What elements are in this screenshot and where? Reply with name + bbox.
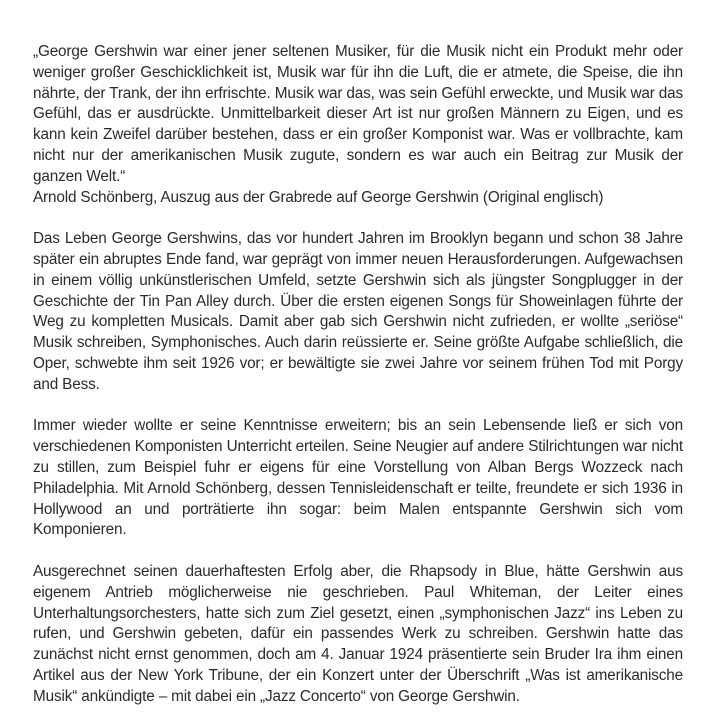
paragraph-learning: Immer wieder wollte er seine Kenntnisse erweitern; bis an sein Lebensende ließ er sich von verschiedenen Komponisten Unterricht erteilen. Seine Neugier auf andere Stilrichtungen war nicht zu stillen, zum Beispiel fuhr er eigens für eine Vorstellung von Alban Bergs Wozzeck nach Philadelphia. Mit Arnold Schönberg, dessen Tennisleidenschaft er teilte, freundete er sich 1936 in Hollywood an und porträtierte ihn sogar: beim Malen entspannte Gershwin sich vom Komponieren.	[33, 417, 683, 539]
quote-attribution: Arnold Schönberg, Auszug aus der Grabrede auf George Gershwin (Original englisch)	[33, 188, 604, 206]
quote-text: „George Gershwin war einer jener seltenen Musiker, für die Musik nicht ein Produkt mehr oder weniger großer Geschicklichkeit ist, Musik war für ihn die Luft, die er atmete, die Speise, die ihn nährte, der Trank, der ihn erfrischte. Musik war das, was sein Gefühl erweckte, und Musik war das Gefühl, das er ausdrückte. Unmittelbarkeit dieser Art ist nur großen Männern zu Eigen, und es kann kein Zweifel darüber bestehen, dass er ein großer Komponist war. Was er vollbrachte, kam nicht nur der amerikanischen Musik zugute, sondern es war auch ein Beitrag zur Musik der ganzen Welt.“	[33, 43, 683, 185]
document-page	[33, 42, 683, 708]
paragraph-gap	[33, 208, 683, 229]
paragraph-rhapsody: Ausgerechnet seinen dauerhaftesten Erfolg aber, die Rhapsody in Blue, hätte Gershwin aus eigenem Antrieb möglicherweise nie geschrieben. Paul Whiteman, der Leiter eines Unterhaltungsorchesters, hatte sich zum Ziel gesetzt, einen „symphonischen Jazz“ ins Leben zu rufen, und Gershwin gebeten, dafür ein passendes Werk zu schreiben. Gershwin hatte das zunächst nicht ernst genommen, doch am 4. Januar 1924 präsentierte sein Bruder Ira ihm einen Artikel aus der New York Tribune, der ein Konzert unter der Überschrift „Was ist amerikanische Musik“ ankündigte – mit dabei ein „Jazz Concerto“ von George Gershwin.	[33, 562, 683, 705]
paragraph-life: Das Leben George Gershwins, das vor hundert Jahren im Brooklyn begann und schon 38 Jahre später ein abruptes Ende fand, war geprägt von immer neuen Herausforderungen. Aufgewachsen in einem völlig unkünstlerischen Umfeld, setzte Gershwin sich als jüngster Songplugger in der Geschichte der Tin Pan Alley durch. Über die ersten eigenen Songs für Showeinlagen führte der Weg zu kompletten Musicals. Damit aber gab sich Gershwin nicht zufrieden, er wollte „seriöse“ Musik schreiben, Symphonisches. Auch darin reüssierte er. Seine größte Aufgabe schließlich, die Oper, schwebte ihm seit 1926 vor; er bewältigte sie zwei Jahre vor seinem frühen Tod mit Porgy and Bess.	[33, 230, 683, 393]
paragraph-gap	[33, 541, 683, 562]
paragraph-gap	[33, 396, 683, 417]
